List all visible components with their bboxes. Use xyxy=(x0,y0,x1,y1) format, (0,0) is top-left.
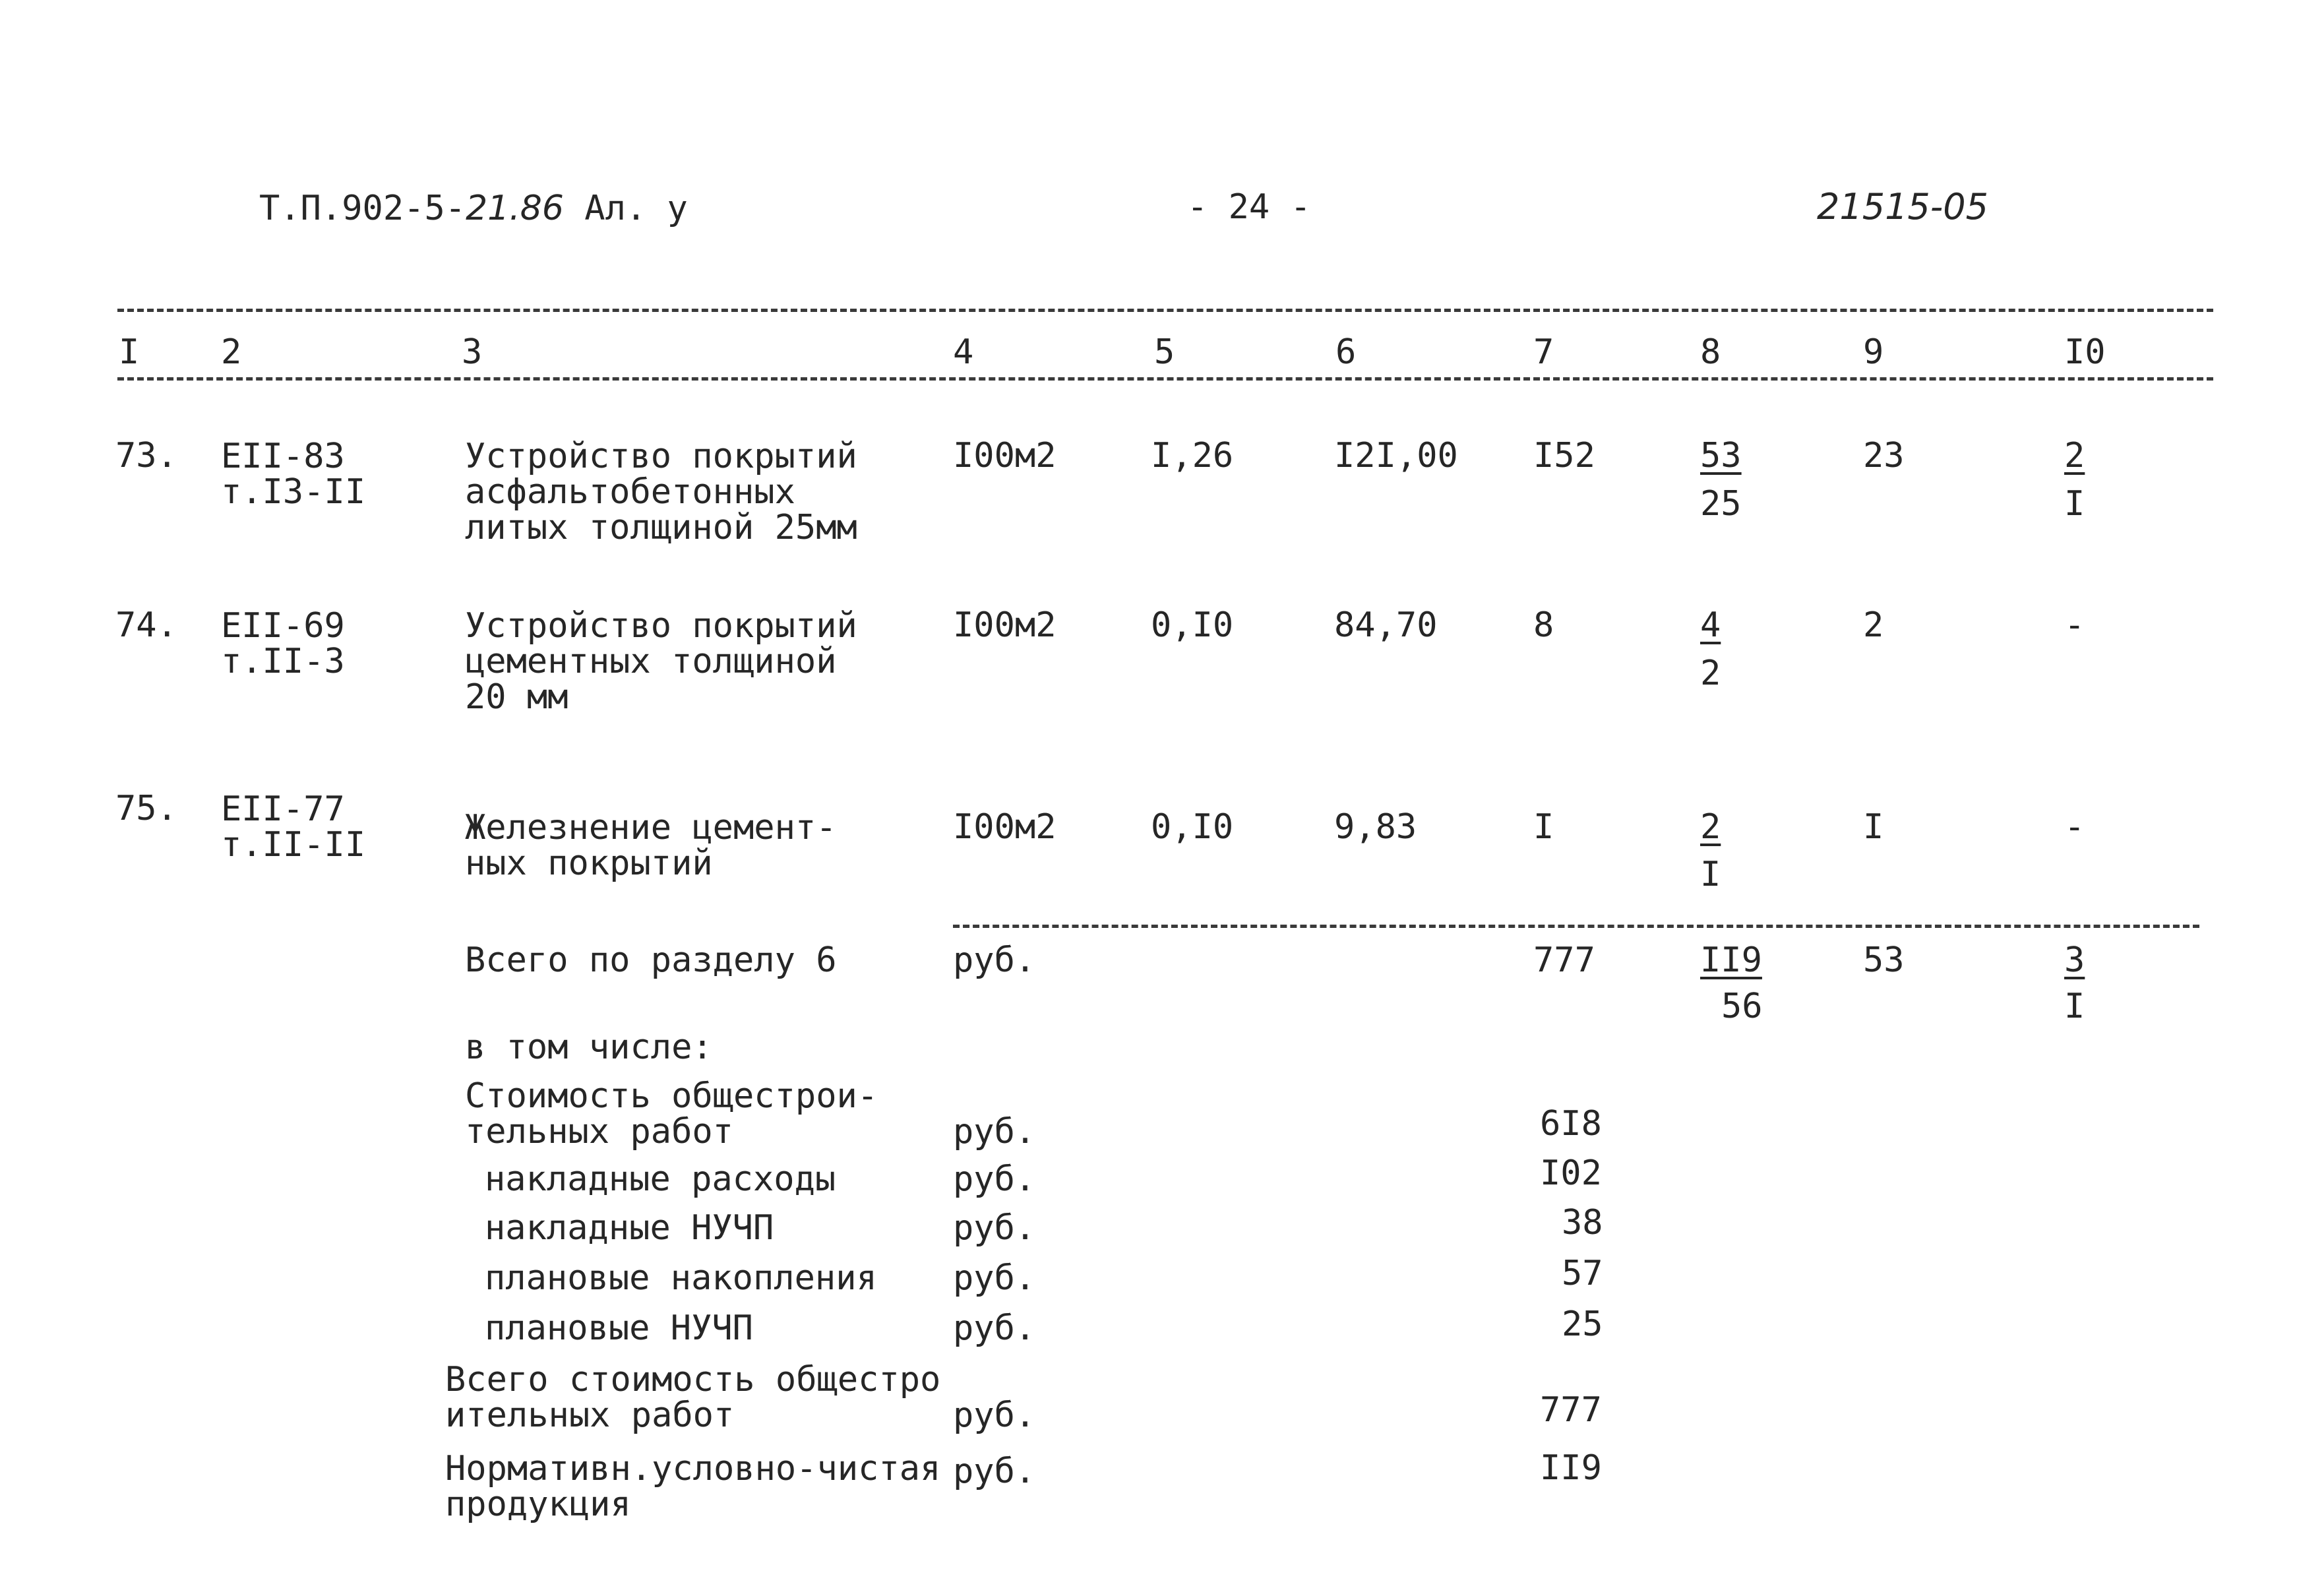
total-col10-bottom: I xyxy=(2064,987,2085,1026)
row-col8-bottom: I xyxy=(1700,855,1721,894)
breakdown-unit: руб. xyxy=(953,1208,1036,1248)
table-header-rule xyxy=(117,377,2213,381)
column-header-5: 5 xyxy=(1154,332,1175,372)
breakdown-value: 6I8 xyxy=(1540,1104,1602,1144)
table-top-rule xyxy=(117,309,2213,312)
breakdown-value: II9 xyxy=(1540,1448,1602,1488)
row-unit-price: 84,70 xyxy=(1334,605,1438,645)
row-col9: 23 xyxy=(1863,436,1905,476)
total-col8-top: II9 xyxy=(1700,940,1762,980)
row-col9: 2 xyxy=(1863,605,1884,645)
row-description: Устройство покрытий цементных толщиной 20 мм xyxy=(465,606,857,717)
column-header-10: I0 xyxy=(2064,332,2106,372)
total-cost: 777 xyxy=(1533,940,1595,980)
row-cost: 8 xyxy=(1533,605,1554,645)
breakdown-unit: руб. xyxy=(953,1452,1036,1491)
row-cost: I52 xyxy=(1533,436,1595,476)
breakdown-value: 57 xyxy=(1562,1254,1603,1293)
total-col9: 53 xyxy=(1863,940,1905,980)
breakdown-label: Стоимость общестрои- тельных работ xyxy=(465,1076,878,1151)
row-col10-top: 2 xyxy=(2064,436,2085,476)
total-label: Всего по разделу 6 xyxy=(465,940,837,980)
archive-number: 21515-05 xyxy=(1817,186,1988,228)
row-col8-top: 2 xyxy=(1700,807,1721,847)
page-number: - 24 - xyxy=(1187,187,1311,227)
row-code: ЕII-69 т.II-3 xyxy=(221,606,345,681)
row-col8-top: 53 xyxy=(1700,436,1742,476)
row-unit: I00м2 xyxy=(953,605,1057,645)
row-col9: I xyxy=(1863,807,1884,847)
row-quantity: 0,I0 xyxy=(1151,807,1234,847)
breakdown-label: Всего стоимость общестро ительных работ xyxy=(445,1360,941,1435)
breakdown-unit: руб. xyxy=(953,1159,1036,1199)
handwritten-year: 21.86 xyxy=(466,189,564,228)
row-code: ЕII-77 т.II-II xyxy=(221,789,366,865)
breakdown-value: 777 xyxy=(1540,1390,1602,1430)
breakdown-unit: руб. xyxy=(953,1396,1036,1435)
breakdown-value: 25 xyxy=(1562,1304,1603,1344)
row-description: Железнение цемент- ных покрытий xyxy=(465,808,837,883)
row-col10: - xyxy=(2064,605,2085,645)
including-label: в том числе: xyxy=(465,1028,713,1067)
row-col8-top: 4 xyxy=(1700,605,1721,645)
breakdown-value: 38 xyxy=(1562,1203,1603,1243)
row-col8-bottom: 2 xyxy=(1700,654,1721,693)
breakdown-label: плановые НУЧП xyxy=(485,1308,753,1348)
row-unit-price: I2I,00 xyxy=(1334,436,1458,476)
column-header-3: 3 xyxy=(462,332,483,372)
row-quantity: 0,I0 xyxy=(1151,605,1234,645)
row-number: 73. xyxy=(115,436,177,476)
total-unit: руб. xyxy=(953,940,1036,980)
total-rule xyxy=(953,925,2199,928)
row-unit-price: 9,83 xyxy=(1334,807,1417,847)
breakdown-label: накладные расходы xyxy=(485,1159,836,1199)
row-col8-bottom: 25 xyxy=(1700,484,1742,524)
breakdown-label: накладные НУЧП xyxy=(485,1208,774,1248)
column-header-2: 2 xyxy=(221,332,242,372)
breakdown-unit: руб. xyxy=(953,1258,1036,1298)
column-header-8: 8 xyxy=(1700,332,1721,372)
row-number: 75. xyxy=(115,789,177,828)
column-header-9: 9 xyxy=(1863,332,1884,372)
row-code: ЕII-83 т.I3-II xyxy=(221,437,366,512)
breakdown-unit: руб. xyxy=(953,1112,1036,1151)
column-header-6: 6 xyxy=(1335,332,1357,372)
breakdown-label: Нормативн.условно-чистая продукция xyxy=(445,1449,941,1524)
row-unit: I00м2 xyxy=(953,436,1057,476)
row-quantity: I,26 xyxy=(1151,436,1234,476)
total-col10-top: 3 xyxy=(2064,940,2085,980)
row-cost: I xyxy=(1533,807,1554,847)
column-header-1: I xyxy=(119,332,140,372)
breakdown-label: плановые накопления xyxy=(485,1258,877,1298)
row-description: Устройство покрытий асфальтобетонных литых толщиной 25мм xyxy=(465,437,857,547)
column-header-4: 4 xyxy=(953,332,974,372)
row-unit: I00м2 xyxy=(953,807,1057,847)
document-code: Т.П.902-5-21.86 Ал. у xyxy=(259,189,688,228)
breakdown-value: I02 xyxy=(1540,1153,1602,1193)
row-number: 74. xyxy=(115,605,177,645)
column-header-7: 7 xyxy=(1533,332,1554,372)
breakdown-unit: руб. xyxy=(953,1308,1036,1348)
total-col8-bottom: 56 xyxy=(1721,987,1763,1026)
row-col10-bottom: I xyxy=(2064,484,2085,524)
row-col10: - xyxy=(2064,807,2085,847)
